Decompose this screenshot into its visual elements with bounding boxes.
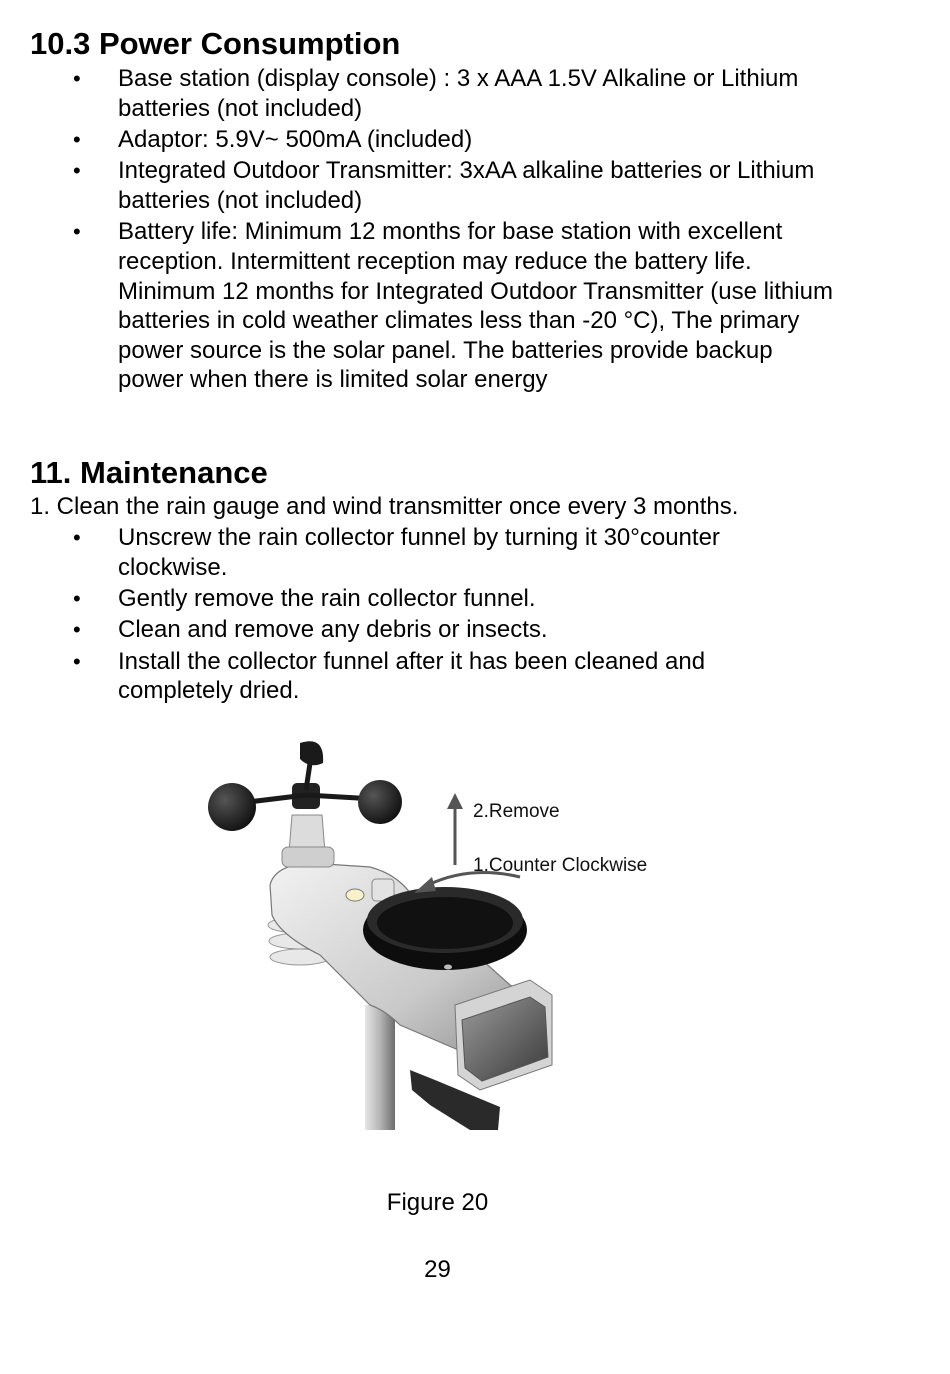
maintenance-heading: 11. Maintenance [30, 455, 268, 490]
remove-label: 2.Remove [473, 801, 560, 822]
list-item: • Battery life: Minimum 12 months for base station with excellent reception. Intermittent reception may reduce the battery life. Minimum 12 months for Integrated Outdoor Transmitter (use lithium batteries in cold weather climates less than -20 °C), The primary power source is the solar panel. The batteries provide backup power when there is limited solar energy [0, 217, 880, 395]
power-consumption-heading: 10.3 Power Consumption [30, 26, 401, 61]
list-item: • Clean and remove any debris or insects. [0, 615, 880, 645]
figure-caption: Figure 20 [386, 1189, 489, 1216]
list-item: • Base station (display console) : 3 x AAA 1.5V Alkaline or Lithium batteries (not included) [0, 64, 880, 123]
maintenance-list [0, 523, 880, 708]
weather-station-figure [200, 735, 670, 1135]
list-item: • Integrated Outdoor Transmitter: 3xAA alkaline batteries or Lithium batteries (not included) [0, 156, 880, 215]
list-item: • Gently remove the rain collector funnel. [0, 584, 880, 614]
list-item: • Unscrew the rain collector funnel by turning it 30°counter clockwise. [0, 523, 880, 582]
list-item: • Install the collector funnel after it has been cleaned and completely dried. [0, 647, 880, 706]
list-item: • Adaptor: 5.9V~ 500mA (included) [0, 125, 880, 155]
page-number: 29 [424, 1256, 451, 1283]
counter-clockwise-label: 1.Counter Clockwise [473, 855, 648, 876]
maintenance-step-1: 1. Clean the rain gauge and wind transmitter once every 3 months. [30, 493, 739, 520]
power-consumption-list [0, 64, 880, 397]
weather-station-illustration [200, 735, 670, 1135]
